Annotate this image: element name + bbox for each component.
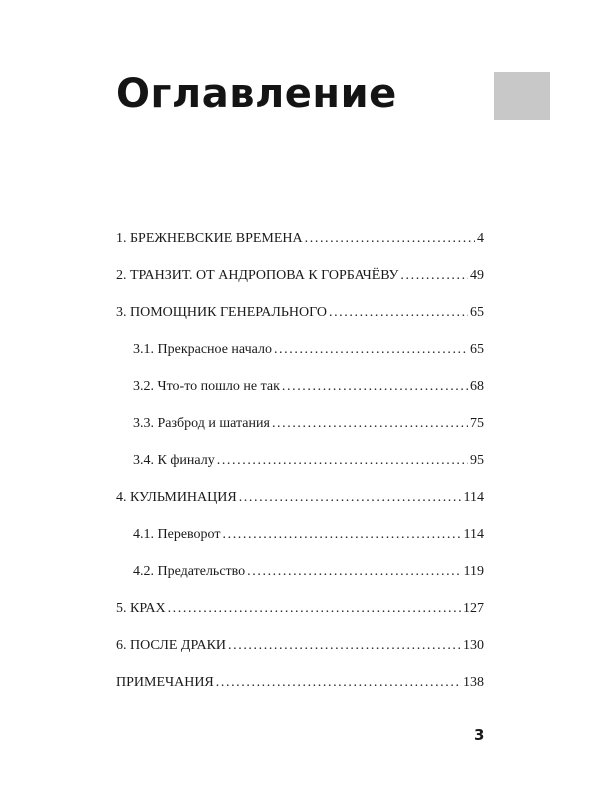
toc-entry-page: 127	[463, 601, 484, 616]
toc-leader-dots	[272, 413, 468, 435]
toc-entry-label: 4.1. Переворот	[133, 527, 221, 542]
toc-leader-dots	[216, 672, 461, 694]
toc-entry[interactable]	[116, 672, 484, 694]
toc-entry-page: 114	[463, 527, 484, 542]
toc-subentry[interactable]	[133, 524, 484, 546]
toc-leader-dots	[305, 228, 475, 250]
toc-leader-dots	[247, 561, 461, 583]
toc-leader-dots	[274, 339, 468, 361]
toc-entry-label: 3. ПОМОЩНИК ГЕНЕРАЛЬНОГО	[116, 305, 327, 320]
toc-entry-page: 68	[470, 379, 484, 394]
toc-entry[interactable]	[116, 598, 484, 620]
toc-entry-page: 130	[463, 638, 484, 653]
toc-entry[interactable]	[116, 487, 484, 509]
toc-entry-label: 1. БРЕЖНЕВСКИЕ ВРЕМЕНА	[116, 231, 303, 246]
toc-entry-page: 4	[477, 231, 484, 246]
toc-leader-dots	[228, 635, 461, 657]
toc-subentry[interactable]	[133, 339, 484, 361]
page-number: 3	[474, 726, 485, 744]
toc-entry-page: 119	[463, 564, 484, 579]
toc-entry-label: ПРИМЕЧАНИЯ	[116, 675, 214, 690]
toc-leader-dots	[223, 524, 462, 546]
toc-leader-dots	[239, 487, 462, 509]
toc-entry[interactable]	[116, 635, 484, 657]
toc-leader-dots	[168, 598, 461, 620]
toc-entry[interactable]	[116, 228, 484, 250]
toc-leader-dots	[329, 302, 468, 324]
toc-entry-label: 3.1. Прекрасное начало	[133, 342, 272, 357]
toc-entry[interactable]	[116, 302, 484, 324]
page-title: Оглавление	[116, 71, 397, 117]
toc-entry-label: 4.2. Предательство	[133, 564, 246, 579]
toc-subentry[interactable]	[133, 413, 484, 435]
toc-entry-label: 4. КУЛЬМИНАЦИЯ	[116, 490, 237, 505]
toc-entry-page: 138	[463, 675, 484, 690]
toc-entry-label: 3.3. Разброд и шатания	[133, 416, 270, 431]
toc-subentry[interactable]	[133, 376, 484, 398]
toc-entry-label: 3.2. Что-то пошло не так	[133, 379, 280, 394]
toc-subentry[interactable]	[133, 450, 484, 472]
toc-leader-dots	[217, 450, 468, 472]
toc-leader-dots	[282, 376, 468, 398]
toc-entry-label: 5. КРАХ	[116, 601, 166, 616]
toc-entry-page: 49	[470, 268, 484, 283]
toc-entry-page: 65	[470, 342, 484, 357]
toc-entry-page: 65	[470, 305, 484, 320]
toc-entry-label: 3.4. К финалу	[133, 453, 215, 468]
toc-subentry[interactable]	[133, 561, 484, 583]
toc-entry-page: 75	[470, 416, 484, 431]
toc-entry-label: 6. ПОСЛЕ ДРАКИ	[116, 638, 227, 653]
toc-entry-page: 95	[470, 453, 484, 468]
toc-entry[interactable]	[116, 265, 484, 287]
toc-entry-label: 2. ТРАНЗИТ. ОТ АНДРОПОВА К ГОРБАЧЁВУ	[116, 268, 399, 283]
toc-entry-page: 114	[463, 490, 484, 505]
toc-leader-dots	[400, 265, 468, 287]
corner-tab	[494, 72, 550, 120]
